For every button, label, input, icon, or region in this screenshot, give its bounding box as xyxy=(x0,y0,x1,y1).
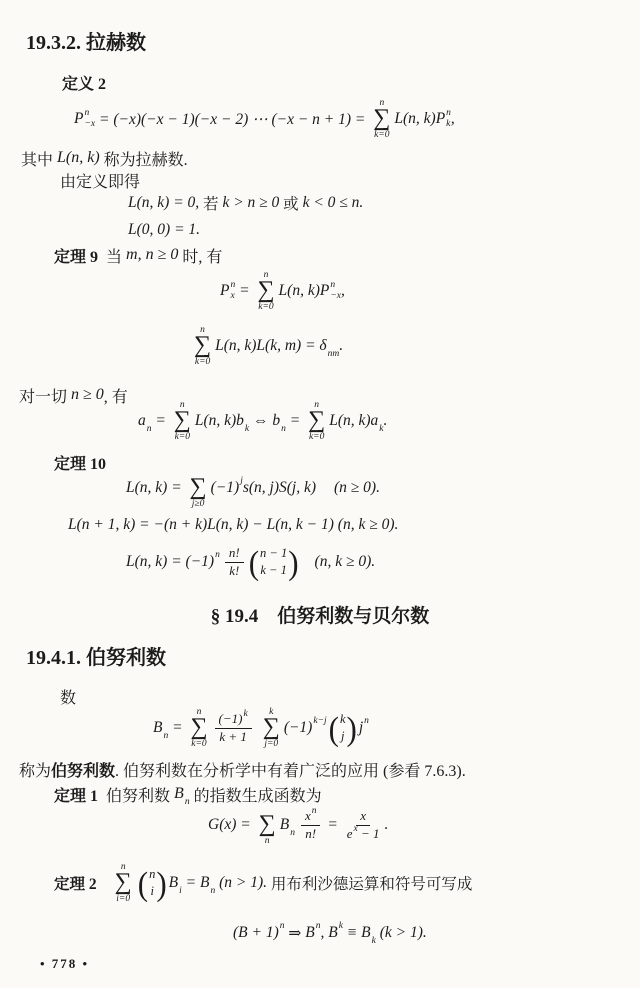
tok-i: G(x) = xyxy=(208,816,255,833)
tok-i: L(n, k) xyxy=(394,110,436,127)
tok-ss: x n xyxy=(304,805,317,823)
formula-theorem9-inverse xyxy=(220,266,345,316)
tok-r: 的指数生成函数为 xyxy=(189,787,322,805)
formula-lah-closed-form xyxy=(126,538,375,586)
text-from-definition xyxy=(60,169,140,191)
tok-ss: B k xyxy=(328,921,343,941)
tok-i: L(0, 0) = 1. xyxy=(128,221,201,238)
tok-i: L(n, k)L(k, m) = xyxy=(215,337,320,354)
tok-ss: B k xyxy=(361,924,376,946)
section-heading-194: § 19.4 伯努利数与贝尔数 xyxy=(210,605,430,627)
tok-i: = xyxy=(323,816,342,833)
tok-i: = xyxy=(151,412,170,429)
definition-2-label xyxy=(62,71,106,93)
tok-i: L(n, k) xyxy=(57,149,100,166)
tok-i: , xyxy=(340,282,345,299)
formula-lah-initial xyxy=(128,219,200,241)
tok-i: s(n, j)S(j, k) xyxy=(242,479,317,496)
tok-i: k > n ≥ 0 xyxy=(222,194,280,211)
tok-binom: ( n i ) xyxy=(137,863,167,903)
tok-ss: P n k xyxy=(435,107,451,129)
tok-i: = xyxy=(168,719,187,736)
tok-ss: (−1) n xyxy=(185,550,220,570)
tok-frac: x e x − 1 xyxy=(346,807,380,841)
tok-sum: ∑ j≥0 xyxy=(189,474,207,509)
theorem-9-label xyxy=(54,244,222,266)
tok-r: 或 xyxy=(279,196,303,213)
text-the-number xyxy=(60,685,76,707)
tok-r: 称为拉赫数. xyxy=(99,151,188,169)
tok-binom: ( k j ) xyxy=(328,708,357,748)
tok-r: 称为 xyxy=(19,762,52,780)
tok-ss: B n xyxy=(174,785,190,807)
tok-i: L(n, k) = 0, xyxy=(128,194,200,211)
tok-r: 其中 xyxy=(21,151,58,169)
tok-i: n ≥ 0 xyxy=(71,386,104,403)
tok-i: − 1 xyxy=(357,825,380,841)
text-where-lah xyxy=(21,147,188,169)
tok-r: 数 xyxy=(60,689,77,707)
tok-i: = (−x)(−x − 1)(−x − 2) ⋯ (−x − n + 1) = xyxy=(95,110,370,128)
tok-i: L(n, k) = xyxy=(126,553,186,570)
tok-r: 伯努利数 xyxy=(98,787,175,805)
tok-frac: (−1) k k + 1 xyxy=(215,711,252,746)
tok-b: 定理 10 xyxy=(54,455,107,473)
tok-ss: B n xyxy=(153,719,169,741)
formula-bernoulli-definition xyxy=(153,702,369,754)
tok-i: (n, k ≥ 0). xyxy=(314,553,376,570)
formula-lah-recurrence xyxy=(68,514,398,536)
tok-ss: b k xyxy=(236,412,250,434)
tok-i: (k > 1). xyxy=(375,924,427,941)
tok-binom: ( n − 1 k − 1 ) xyxy=(248,542,299,582)
tok-r: . 伯努利数在分析学中有着广泛的应用 (参看 7.6.3). xyxy=(115,762,466,780)
tok-i: L(n, k) xyxy=(194,412,237,429)
tok-ss: P n −x xyxy=(319,279,341,301)
tok-ss: B n xyxy=(279,816,295,838)
tok-i: , xyxy=(450,110,455,127)
tok-i: = xyxy=(235,282,254,299)
tok-sum: n ∑ k=0 xyxy=(257,269,275,312)
tok-i: . xyxy=(383,412,388,429)
tok-r: 若 xyxy=(199,196,223,213)
formula-lah-definition xyxy=(74,94,455,144)
tok-ss: (−1) k xyxy=(218,708,248,726)
tok-i: L(n + 1, k) = −(n + k)L(n, k) − L(n, k − 1) (n, k ≥ 0). xyxy=(68,516,399,533)
formula-theorem9-orthogonality xyxy=(190,321,343,371)
tok-ss: B n xyxy=(305,921,321,941)
tok-b: 定理 9 xyxy=(54,248,99,266)
tok-ss: (B + 1) n xyxy=(233,921,285,941)
page-number: • 778 • xyxy=(40,956,90,971)
formula-inverse-pair xyxy=(138,396,387,446)
tok-sum: n ∑ k=0 xyxy=(190,706,208,749)
tok-ss: a k xyxy=(370,412,384,434)
tok-sum: ∑ n xyxy=(258,811,276,846)
tok-r: , 有 xyxy=(103,388,128,406)
tok-i: . xyxy=(384,816,389,833)
tok-i: . xyxy=(339,337,344,354)
tok-ss: B i xyxy=(168,874,182,896)
tok-sum: k ∑ j=0 xyxy=(262,706,280,749)
tok-ss: P n x xyxy=(220,279,236,301)
tok-r: 当 xyxy=(98,248,127,266)
tok-ss: P n −x xyxy=(74,107,96,129)
tok-frac: x n n! xyxy=(301,808,321,843)
tok-b: 定理 1 xyxy=(54,787,99,805)
formula-generating-function xyxy=(208,801,388,849)
tok-i: , xyxy=(320,924,329,941)
tok-ss: B n xyxy=(199,874,216,896)
theorem-10-label xyxy=(54,451,106,473)
tok-sum: n ∑ k=0 xyxy=(173,399,191,442)
tok-ss: e x xyxy=(346,823,358,841)
text-called-bernoulli xyxy=(19,758,466,780)
tok-b: 定义 2 xyxy=(62,75,107,93)
tok-ss: a n xyxy=(138,412,152,434)
tok-ss: j n xyxy=(358,716,369,736)
tok-i: (n ≥ 0). xyxy=(334,479,380,496)
tok-b: 定理 2 xyxy=(54,876,97,893)
tok-b: 伯努利数 xyxy=(51,762,116,780)
theorem-2-line xyxy=(54,858,472,908)
tok-frac: $\frac{n!}{k!}$ xyxy=(225,545,244,580)
tok-i: = xyxy=(285,412,305,429)
tok-i: ⇒ xyxy=(284,924,306,942)
tok-r: 用布利沙德运算和符号可写成 xyxy=(267,876,473,893)
tok-ss: (−1) j xyxy=(210,476,243,496)
tok-i: m, n ≥ 0 xyxy=(126,246,179,263)
section-heading-1941: 19.4.1. 伯努利数 xyxy=(26,646,166,669)
tok-ss: δ nm xyxy=(319,337,340,359)
tok-r: 对一切 xyxy=(19,388,72,406)
tok-ss: (−1) k−j xyxy=(283,716,327,736)
tok-i: k < 0 ≤ n. xyxy=(302,194,364,211)
tok-i: (n > 1). xyxy=(215,874,267,891)
formula-lah-stirling xyxy=(126,464,380,512)
tok-i: ≡ xyxy=(342,924,362,941)
tok-sum: n ∑ k=0 xyxy=(308,399,326,442)
tok-ss: b n xyxy=(272,412,286,434)
tok-i: L(n, k) = xyxy=(126,479,186,496)
section-heading-1932: 19.3.2. 拉赫数 xyxy=(26,31,146,54)
tok-sum: n ∑ k=0 xyxy=(194,324,212,367)
formula-lah-zero xyxy=(128,192,363,214)
tok-r: 时, 有 xyxy=(178,248,223,266)
tok-sum: n ∑ k=0 xyxy=(373,97,391,140)
formula-blissard xyxy=(233,922,427,944)
tok-r: 由定义即得 xyxy=(60,173,141,191)
tok-i: L(n, k) xyxy=(329,412,371,429)
tok-sum: n ∑ i=0 xyxy=(114,861,132,904)
tok-i: L(n, k) xyxy=(278,282,320,299)
tok-i: = xyxy=(181,874,200,891)
text-for-all-n xyxy=(19,384,128,406)
tok-i: ⇔ xyxy=(249,412,273,429)
